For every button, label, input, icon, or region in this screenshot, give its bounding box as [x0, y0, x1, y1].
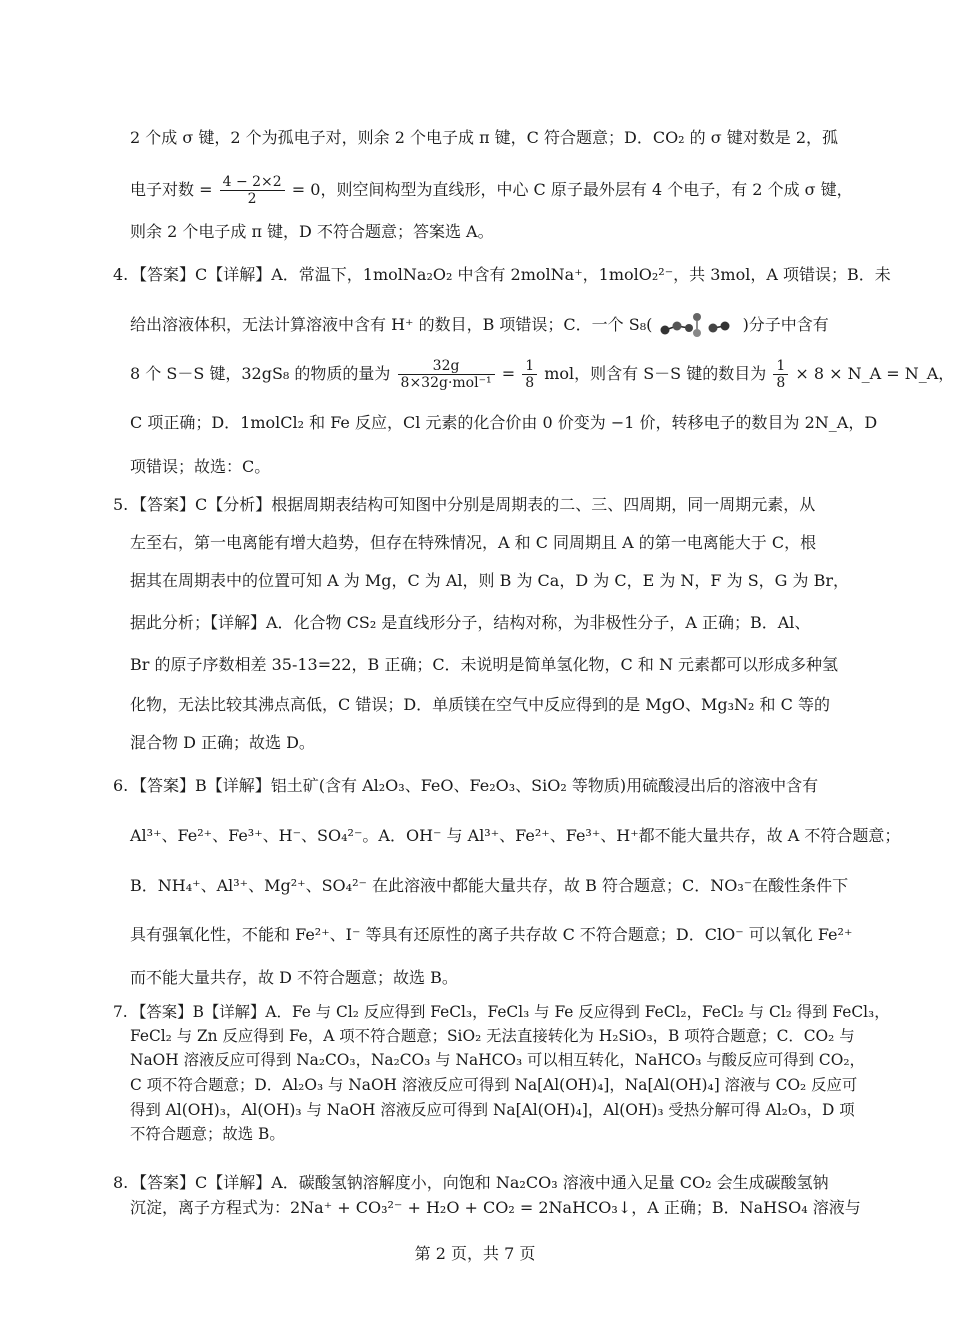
s8-molecule-icon: [657, 312, 737, 340]
text-line: 而不能大量共存，故 D 不符合题意；故选 B。: [130, 968, 458, 987]
fraction-denominator: 2: [247, 191, 257, 207]
text-line: 混合物 D 正确；故选 D。: [130, 733, 315, 752]
text-line: 得到 Al(OH)₃，Al(OH)₃ 与 NaOH 溶液反应可得到 Na[Al(OH)₄]，Al(OH)₃ 受热分解可得 Al₂O₃，D 项: [130, 1101, 855, 1119]
text-line: FeCl₂ 与 Zn 反应得到 Fe，A 项不符合题意；SiO₂ 无法直接转化为 H₂SiO₃，B 项符合题意；C．CO₂ 与: [130, 1027, 855, 1045]
text-span: = 0，则空间构型为直线形，中心 C 原子最外层有 4 个电子，有 2 个成 σ 键，: [291, 180, 853, 199]
text-line: B．NH₄⁺、Al³⁺、Mg²⁺、SO₄²⁻ 在此溶液中都能大量共存，故 B 符合题意；C．NO₃⁻在酸性条件下: [130, 876, 849, 895]
text-line: 沉淀，离子方程式为：2Na⁺ + CO₃²⁻ + H₂O + CO₂ = 2NaHCO₃↓，A 正确；B．NaHSO₄ 溶液与: [130, 1198, 861, 1217]
text-span: )分子中含有: [742, 315, 829, 334]
text-line: NaOH 溶液反应可得到 Na₂CO₃，Na₂CO₃ 与 NaHCO₃ 可以相互转化，NaHCO₃ 与酸反应可得到 CO₂，: [130, 1051, 865, 1069]
text-span: 给出溶液体积，无法计算溶液中含有 H⁺ 的数目，B 项错误；C．一个 S₈(: [130, 315, 653, 334]
text-span: 8 个 S－S 键，32gS₈ 的物质的量为: [130, 364, 391, 383]
text-span: mol，则含有 S－S 键的数目为: [544, 364, 767, 383]
text-line: [130, 352, 954, 396]
question-number: 6.: [113, 776, 129, 795]
text-line: 项错误；故选：C。: [130, 457, 271, 476]
fraction-numerator: 1: [773, 358, 788, 375]
text-line: C 项正确；D．1molCl₂ 和 Fe 反应，Cl 元素的化合价由 0 价变为 −1 价，转移电子的数目为 2N_A，D: [130, 413, 878, 432]
text-line: 据此分析；【详解】A．化合物 CS₂ 是直线形分子，结构对称，为非极性分子，A 正确；B．Al、: [130, 613, 811, 632]
text-line: 2 个成 σ 键，2 个为孤电子对，则余 2 个电子成 π 键，C 符合题意；D．CO₂ 的 σ 键对数是 2，孤: [130, 128, 839, 147]
text-line: [130, 170, 853, 210]
text-line: [130, 309, 835, 341]
fraction-numerator: 4 − 2×2: [220, 174, 285, 191]
text-line: 据其在周期表中的位置可知 A 为 Mg，C 为 Al，则 B 为 Ca，D 为 C，E 为 N，F 为 S，G 为 Br，: [130, 571, 850, 590]
fraction-numerator: 1: [522, 358, 537, 375]
question-4-line: [113, 265, 891, 285]
question-6-line: [113, 776, 835, 796]
fraction: [522, 358, 537, 391]
question-number: 5.: [113, 495, 129, 514]
page-footer: 第 2 页，共 7 页: [414, 1244, 536, 1263]
text-line: Al³⁺、Fe²⁺、Fe³⁺、H⁻、SO₄²⁻。A．OH⁻ 与 Al³⁺、Fe²⁺、Fe³⁺、H⁺都不能大量共存，故 A 不符合题意；: [130, 826, 901, 845]
text-line: Br 的原子序数相差 35-13=22，B 正确；C．未说明是简单氢化物，C 和 N 元素都可以形成多种氢: [130, 655, 839, 674]
question-number: 8.: [113, 1173, 129, 1192]
text-span: 电子对数 =: [130, 180, 213, 199]
question-number: 7.: [113, 1003, 128, 1021]
text-line: 具有强氧化性，不能和 Fe²⁺、I⁻ 等具有还原性的离子共存故 C 不符合题意；D．ClO⁻ 可以氧化 Fe²⁺: [130, 925, 853, 944]
fraction: [398, 358, 495, 391]
text-line: 则余 2 个电子成 π 键，D 不符合题意；答案选 A。: [130, 222, 494, 241]
text-line: 左至右，第一电离能有增大趋势，但存在特殊情况，A 和 C 同周期且 A 的第一电离能大于 C，根: [130, 533, 817, 552]
question-8-line: [113, 1173, 835, 1193]
text-span: 【答案】C【分析】根据周期表结构可知图中分别是周期表的二、三、四周期，同一周期元素，从: [131, 495, 816, 514]
question-7-line: [113, 1000, 890, 1024]
text-line: 不符合题意；故选 B。: [130, 1125, 285, 1143]
fraction-denominator: 8×32g·mol⁻¹: [400, 375, 492, 391]
text-span: × 8 × N_A = N_A，: [795, 364, 954, 383]
text-span: 【答案】B【详解】铝土矿(含有 Al₂O₃、FeO、Fe₂O₃、SiO₂ 等物质)用硫酸浸出后的溶液中含有: [131, 776, 819, 795]
text-span: 【答案】C【详解】A．常温下，1molNa₂O₂ 中含有 2molNa⁺，1molO₂²⁻，共 3mol，A 项错误；B．未: [131, 265, 891, 284]
fraction-denominator: 8: [776, 375, 786, 391]
fraction: [773, 358, 788, 391]
fraction-denominator: 8: [525, 375, 535, 391]
fraction-numerator: 32g: [398, 358, 495, 375]
text-line: 化物，无法比较其沸点高低，C 错误；D．单质镁在空气中反应得到的是 MgO、Mg₃N₂ 和 C 等的: [130, 695, 830, 714]
question-5-line: [113, 495, 835, 515]
text-span: 【答案】B【详解】A．Fe 与 Cl₂ 反应得到 FeCl₃，FeCl₃ 与 Fe 反应得到 FeCl₂，FeCl₂ 与 Cl₂ 得到 FeCl₃，: [131, 1003, 890, 1021]
text-span: =: [501, 364, 516, 383]
text-line: C 项不符合题意；D．Al₂O₃ 与 NaOH 溶液反应可得到 Na[Al(OH)₄]，Na[Al(OH)₄] 溶液与 CO₂ 反应可: [130, 1076, 858, 1094]
fraction: [220, 174, 285, 207]
question-number: 4.: [113, 265, 129, 284]
text-span: 【答案】C【详解】A．碳酸氢钠溶解度小，向饱和 Na₂CO₃ 溶液中通入足量 CO₂ 会生成碳酸氢钠: [131, 1173, 829, 1192]
